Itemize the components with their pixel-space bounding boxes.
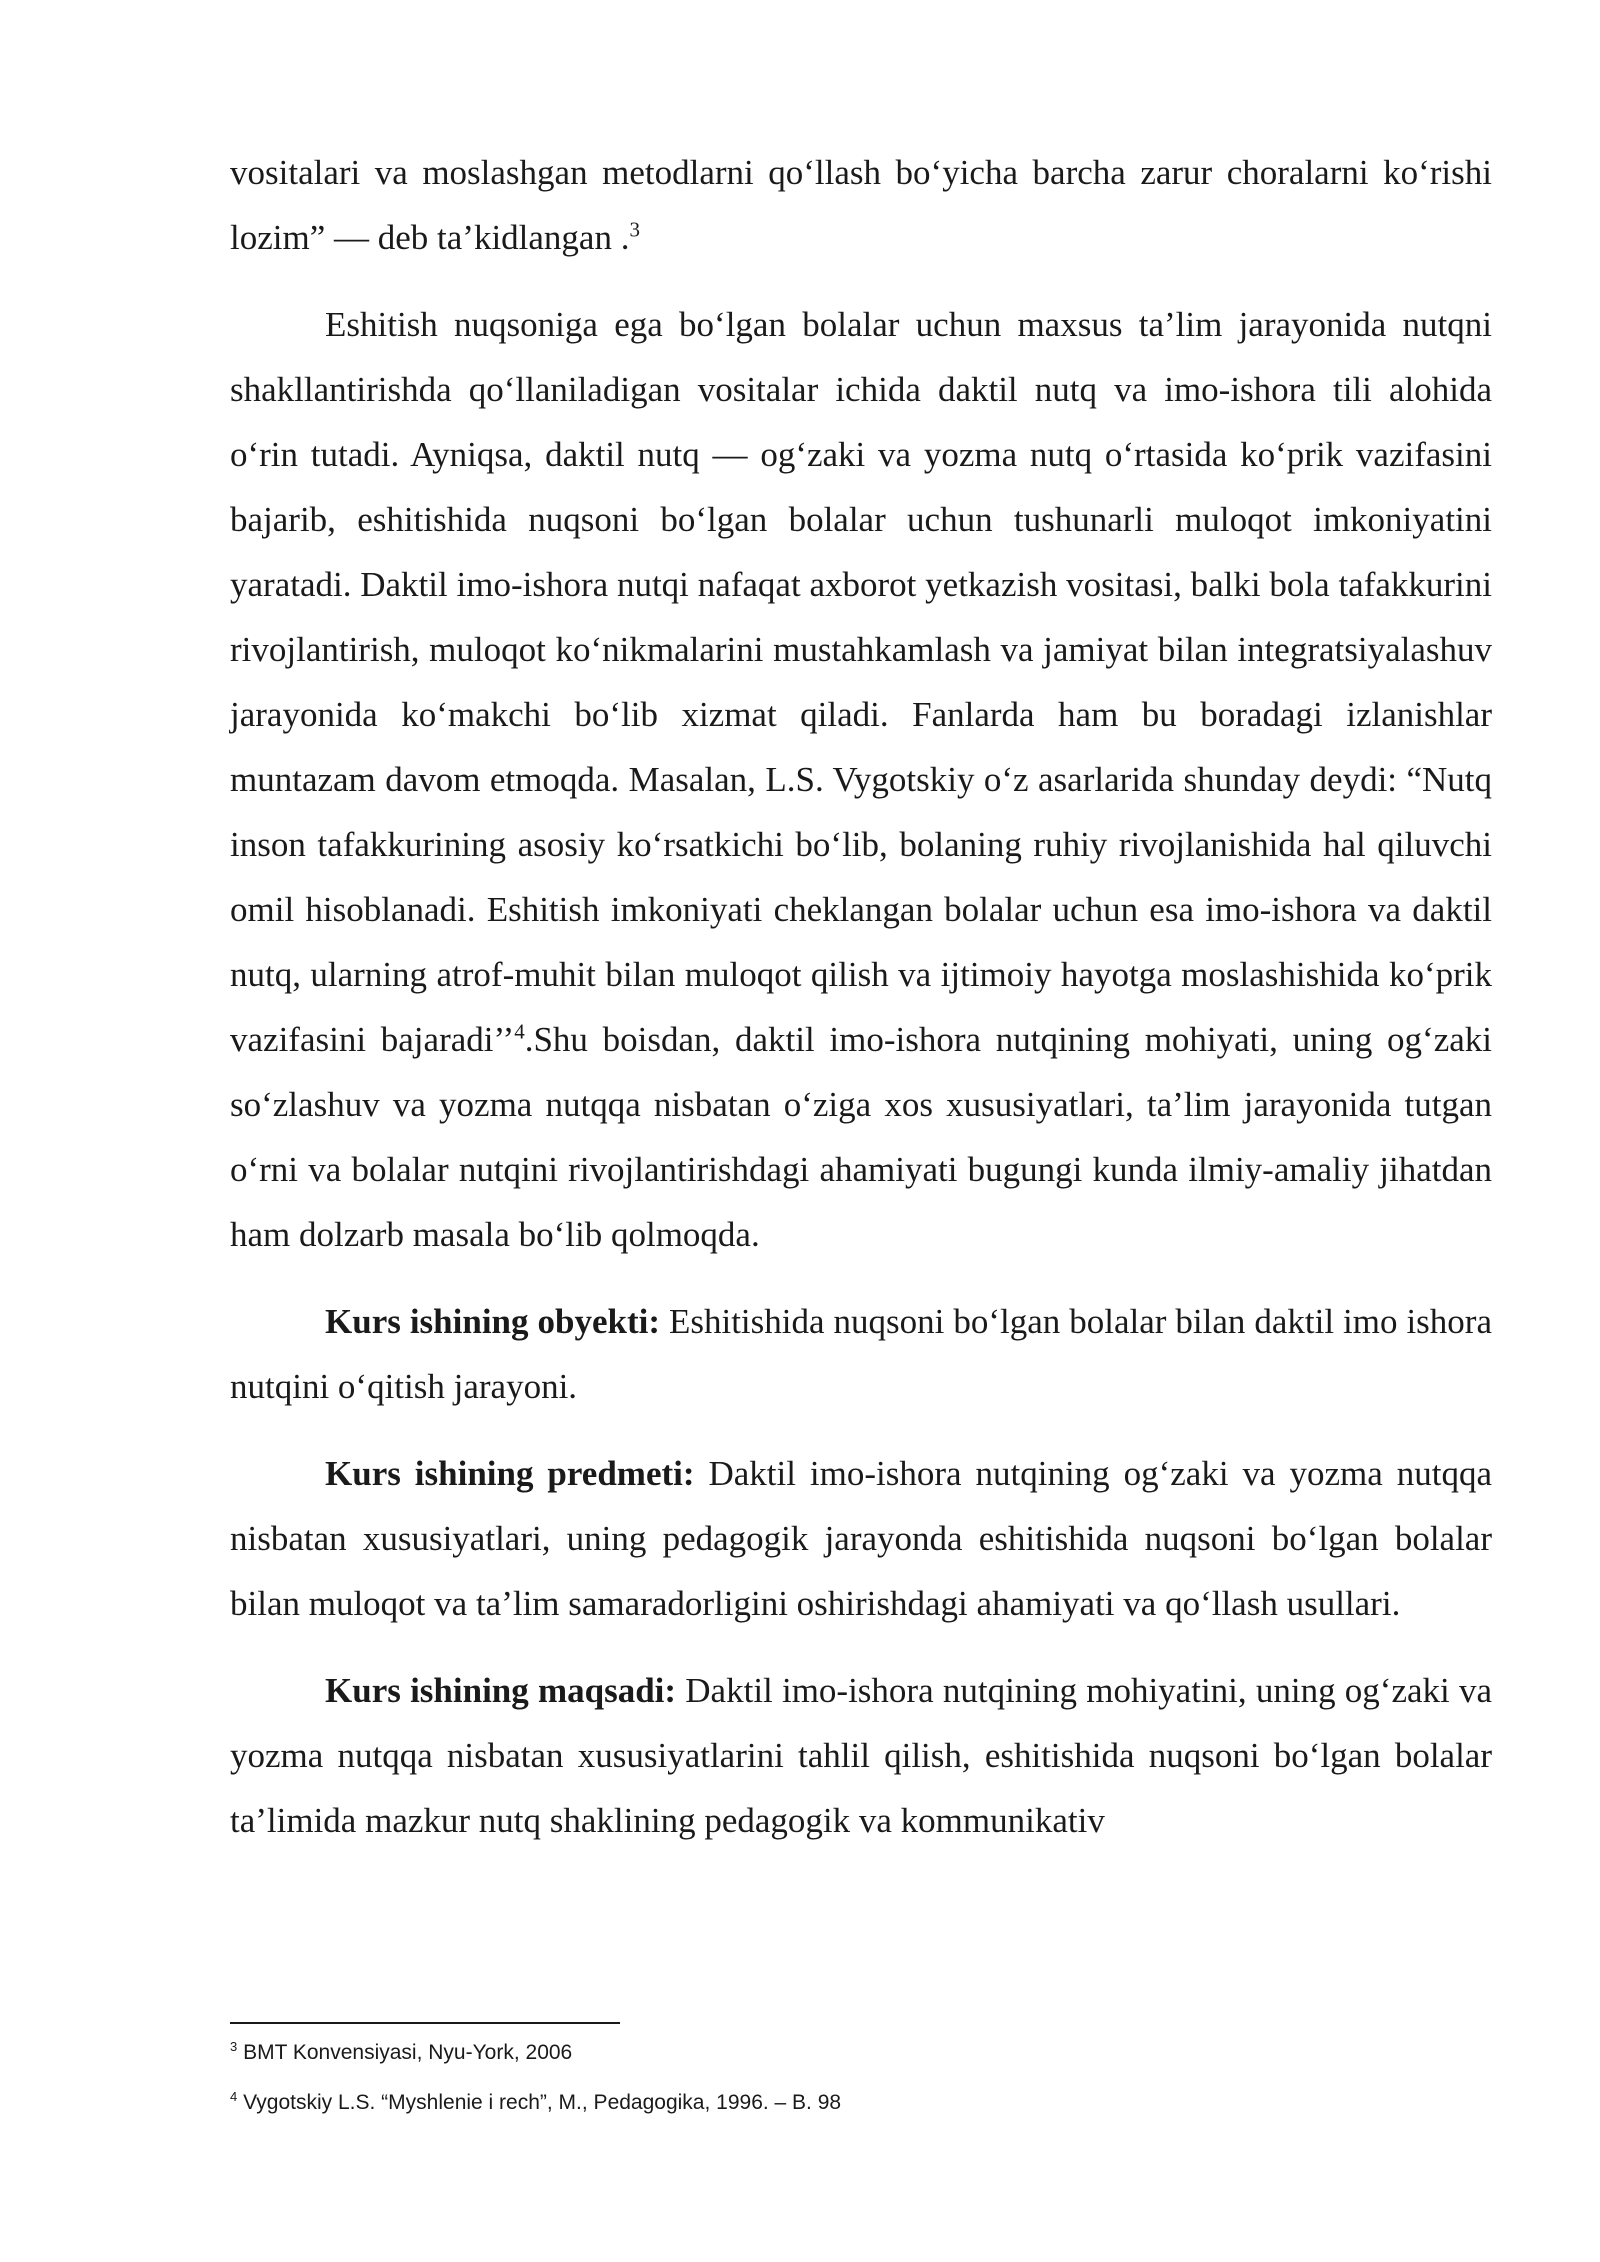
paragraph-obyekt: [230, 1289, 1492, 1419]
footnote-4: [230, 2088, 1492, 2118]
footnote-text: BMT Konvensiyasi, Nyu-York, 2006: [237, 2041, 573, 2064]
predmet-label: Kurs ishining predmeti:: [325, 1454, 695, 1493]
paragraph-predmet: [230, 1441, 1492, 1636]
footnote-number: 4: [230, 2089, 238, 2104]
footnote-ref-4[interactable]: 4: [514, 1019, 525, 1044]
obyekt-text: Eshitishida nuqsoni bo‘lgan bolalar bilan daktil imo ishora nutqini o‘qitish jarayoni.: [230, 1302, 1492, 1406]
footnote-text: Vygotskiy L.S. “Myshlenie i rech”, M., Pedagogika, 1996. – B. 98: [237, 2091, 842, 2114]
paragraph-text: vositalari va moslashgan metodlarni qo‘llash bo‘yicha barcha zarur choralarni ko‘rishi lozim” — deb ta’kidlangan .: [230, 153, 1492, 257]
page-body: [230, 140, 1492, 1875]
paragraph-continuation: [230, 140, 1492, 270]
paragraph-introduction: [230, 292, 1492, 1267]
maqsad-label: Kurs ishining maqsadi:: [325, 1671, 677, 1710]
paragraph-text: Eshitish nuqsoniga ega bo‘lgan bolalar uchun maxsus ta’lim jarayonida nutqni shakllantirishda qo‘llaniladigan vositalar ichida daktil nutq va imo-ishora tili alohida o‘rin tutadi. Ayniqsa, daktil nutq — og‘zaki va yozma nutq o‘rtasida ko‘prik vazifasini bajarib, eshitishida nuqsoni bo‘lgan bolalar uchun tushunarli muloqot imkoniyatini yaratadi. Daktil imo-ishora nutqi nafaqat axborot yetkazish vositasi, balki bola tafakkurini rivojlantirish, muloqot ko‘nikmalarini mustahkamlash va jamiyat bilan integratsiyalashuv jarayonida ko‘makchi bo‘lib xizmat qiladi. Fanlarda ham bu boradagi izlanishlar muntazam davom etmoqda. Masalan, L.S. Vygotskiy o‘z asarlarida shunday deydi: “Nutq inson tafakkurining asosiy ko‘rsatkichi bo‘lib, bolaning ruhiy rivojlanishida hal qiluvchi omil hisoblanadi. Eshitish imkoniyati cheklangan bolalar uchun esa imo-ishora va daktil nutq, ularning atrof-muhit bilan muloqot qilish va ijtimoiy hayotga moslashishida ko‘prik vazifasini bajaradi’’: [230, 305, 1492, 1059]
obyekt-label: Kurs ishining obyekti:: [325, 1302, 660, 1341]
footnotes: [230, 2038, 1492, 2138]
footnote-ref-3[interactable]: 3: [629, 217, 640, 242]
paragraph-text: .Shu boisdan, daktil imo-ishora nutqining mohiyati, uning og‘zaki so‘zlashuv va yozma nutqqa nisbatan o‘ziga xos xususiyatlari, ta’lim jarayonida tutgan o‘rni va bolalar nutqini rivojlantirishdagi ahamiyati bugungi kunda ilmiy-amaliy jihatdan ham dolzarb masala bo‘lib qolmoqda.: [230, 1020, 1492, 1254]
paragraph-maqsad: [230, 1658, 1492, 1853]
footnote-3: [230, 2038, 1492, 2068]
maqsad-text: Daktil imo-ishora nutqining mohiyatini, uning og‘zaki va yozma nutqqa nisbatan xususiyatlarini tahlil qilish, eshitishida nuqsoni bo‘lgan bolalar ta’limida mazkur nutq shaklining pedagogik va kommunikativ: [230, 1671, 1492, 1840]
footnote-separator: [230, 2022, 620, 2024]
footnote-number: 3: [230, 2039, 238, 2054]
predmet-text: Daktil imo-ishora nutqining og‘zaki va yozma nutqqa nisbatan xususiyatlari, uning pedagogik jarayonda eshitishida nuqsoni bo‘lgan bolalar bilan muloqot va ta’lim samaradorligini oshirishdagi ahamiyati va qo‘llash usullari.: [230, 1454, 1492, 1623]
